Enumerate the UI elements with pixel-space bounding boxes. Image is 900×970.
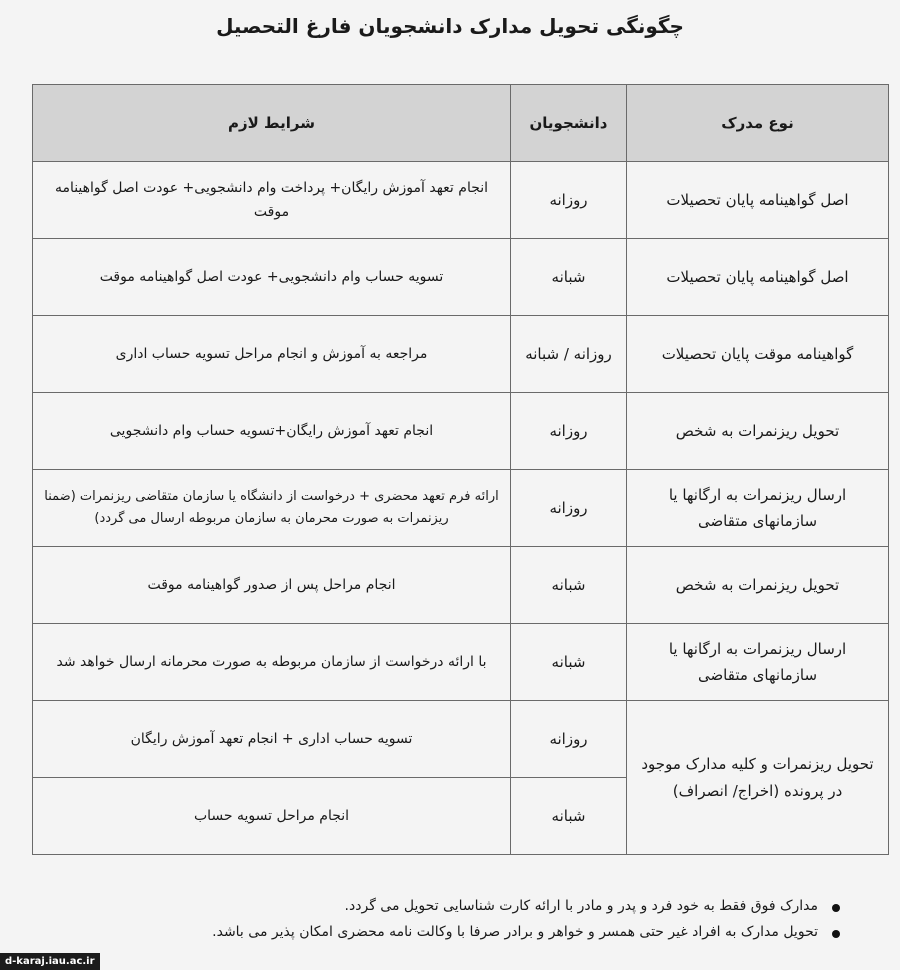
conditions-cell: انجام تعهد آموزش رایگان+تسویه حساب وام دانشجویی	[33, 393, 511, 470]
documents-table	[32, 84, 889, 855]
table-row	[33, 239, 889, 316]
doc-type-cell: تحویل ریزنمرات به شخص	[627, 393, 889, 470]
bullet-icon	[832, 930, 840, 938]
doc-type-cell: گواهینامه موقت پایان تحصیلات	[627, 316, 889, 393]
notes-list	[20, 898, 840, 950]
conditions-cell: ارائه فرم تعهد محضری + درخواست از دانشگاه یا سازمان متقاضی ریزنمرات (ضمنا ریزنمرات به صورت محرمان به سازمان مربوطه ارسال می گردد)	[33, 470, 511, 547]
table-row	[33, 162, 889, 239]
conditions-cell: انجام تعهد آموزش رایگان+ پرداخت وام دانشجویی+ عودت اصل گواهینامه موقت	[33, 162, 511, 239]
note-text: مدارک فوق فقط به خود فرد و پدر و مادر با ارائه کارت شناسایی تحویل می گردد.	[344, 898, 818, 914]
table-row	[33, 316, 889, 393]
conditions-cell: با ارائه درخواست از سازمان مربوطه به صورت محرمانه ارسال خواهد شد	[33, 624, 511, 701]
conditions-cell: انجام مراحل پس از صدور گواهینامه موقت	[33, 547, 511, 624]
student-type-cell: روزانه / شبانه	[511, 316, 627, 393]
table-header-row	[33, 85, 889, 162]
table-row	[33, 624, 889, 701]
page-title: چگونگی تحویل مدارک دانشجویان فارغ التحصیل	[216, 14, 684, 38]
table-row	[33, 547, 889, 624]
student-type-cell: شبانه	[511, 624, 627, 701]
doc-type-cell: اصل گواهینامه پایان تحصیلات	[627, 162, 889, 239]
doc-type-cell: تحویل ریزنمرات به شخص	[627, 547, 889, 624]
note-item	[20, 924, 840, 940]
note-text: تحویل مدارک به افراد غیر حتی همسر و خواهر و برادر صرفا با وکالت نامه محضری امکان پذیر می باشد.	[212, 924, 818, 940]
conditions-cell: تسویه حساب اداری + انجام تعهد آموزش رایگان	[33, 701, 511, 778]
site-watermark: d-karaj.iau.ac.ir	[0, 953, 100, 970]
conditions-cell: انجام مراحل تسویه حساب	[33, 778, 511, 855]
student-type-cell: شبانه	[511, 547, 627, 624]
doc-type-cell: ارسال ریزنمرات به ارگانها یا سازمانهای متقاضی	[627, 470, 889, 547]
conditions-cell: تسویه حساب وام دانشجویی+ عودت اصل گواهینامه موقت	[33, 239, 511, 316]
student-type-cell: روزانه	[511, 470, 627, 547]
student-type-cell: روزانه	[511, 162, 627, 239]
student-type-cell: روزانه	[511, 701, 627, 778]
header-conditions: شرایط لازم	[33, 85, 511, 162]
header-doc-type: نوع مدرک	[627, 85, 889, 162]
note-item	[20, 898, 840, 914]
student-type-cell: شبانه	[511, 778, 627, 855]
doc-type-cell: تحویل ریزنمرات و کلیه مدارک موجود در پرونده (اخراج/ انصراف)	[627, 701, 889, 855]
conditions-cell: مراجعه به آموزش و انجام مراحل تسویه حساب اداری	[33, 316, 511, 393]
doc-type-cell: ارسال ریزنمرات به ارگانها یا سازمانهای متقاضی	[627, 624, 889, 701]
bullet-icon	[832, 904, 840, 912]
table-row	[33, 470, 889, 547]
student-type-cell: شبانه	[511, 239, 627, 316]
student-type-cell: روزانه	[511, 393, 627, 470]
doc-type-cell: اصل گواهینامه پایان تحصیلات	[627, 239, 889, 316]
header-students: دانشجویان	[511, 85, 627, 162]
table-row	[33, 701, 889, 778]
table-row	[33, 393, 889, 470]
